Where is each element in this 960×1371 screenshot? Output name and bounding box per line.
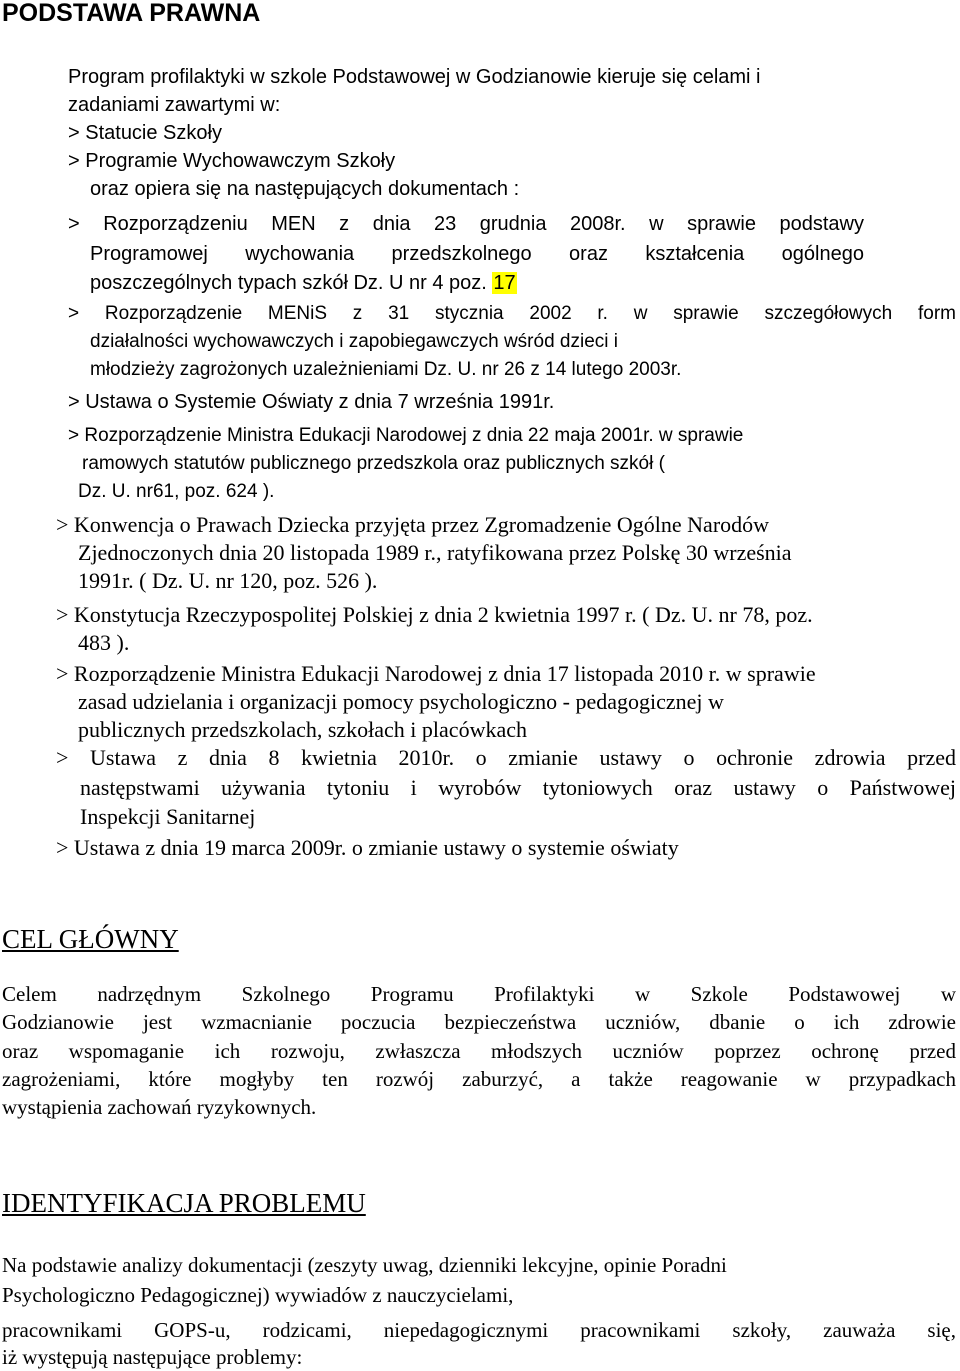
list-item-statut: > Statucie Szkoły <box>68 122 222 144</box>
doc8-line-3: Inspekcji Sanitarnej <box>80 804 256 829</box>
doc7-line-3: publicznych przedszkolach, szkołach i placówkach <box>78 717 527 742</box>
identyfikacja-line-3: pracownikami GOPS-u, rodzicami, niepedagogicznymi pracownikami szkoły, zauważa się, <box>2 1318 956 1342</box>
paragraph-line: wystąpienia zachowań ryzykownych. <box>2 1095 317 1120</box>
doc8-line-2: następstwami używania tytoniu i wyrobów tytoniowych oraz ustawy o Państwowej <box>80 775 956 800</box>
doc6-line-2: 483 ). <box>78 630 130 655</box>
doc3-line-1: > Ustawa o Systemie Oświaty z dnia 7 września 1991r. <box>68 391 555 413</box>
doc5-line-2: Zjednoczonych dnia 20 listopada 1989 r., ratyfikowana przez Polskę 30 września <box>78 540 792 565</box>
doc4-line-2: ramowych statutów publicznego przedszkola oraz publicznych szkół ( <box>82 453 665 474</box>
doc5-line-1: > Konwencja o Prawach Dziecka przyjęta przez Zgromadzenie Ogólne Narodów <box>56 512 770 537</box>
identyfikacja-line-2: Psychologiczno Pedagogicznej) wywiadów z nauczycielami, <box>2 1283 514 1307</box>
doc2-line-1: > Rozporządzenie MENiS z 31 stycznia 2002 r. w sprawie szczegółowych form <box>68 303 956 324</box>
paragraph-line: Godzianowie jest wzmacnianie poczucia bezpieczeństwa uczniów, dbanie o ich zdrowie <box>2 1010 956 1035</box>
cel-glowny-paragraph <box>2 980 956 1121</box>
highlighted-number: 17 <box>493 272 516 294</box>
doc7-line-2: zasad udzielania i organizacji pomocy psychologiczno - pedagogicznej w <box>78 689 724 714</box>
doc8-line-1: > Ustawa z dnia 8 kwietnia 2010r. o zmianie ustawy o ochronie zdrowia przed <box>56 745 956 770</box>
paragraph-line: Celem nadrzędnym Szkolnego Programu Profilaktyki w Szkole Podstawowej w <box>2 982 956 1006</box>
section-title-identyfikacja-problemu: IDENTYFIKACJA PROBLEMU <box>2 1188 366 1218</box>
intro-line-1: Program profilaktyki w szkole Podstawowej w Godzianowie kieruje się celami i <box>68 66 761 88</box>
doc1-line-3-text: poszczególnych typach szkół Dz. U nr 4 poz. <box>90 272 487 294</box>
doc1-line-2: Programowej wychowania przedszkolnego oraz kształcenia ogólnego <box>90 243 864 265</box>
doc4-line-3: Dz. U. nr61, poz. 624 ). <box>78 481 275 502</box>
doc2-line-3: młodzieży zagrożonych uzależnieniami Dz. U. nr 26 z 14 lutego 2003r. <box>90 359 682 380</box>
intro-line-3: oraz opiera się na następujących dokumentach : <box>90 178 520 200</box>
doc7-line-1: > Rozporządzenie Ministra Edukacji Narodowej z dnia 17 listopada 2010 r. w sprawie <box>56 661 816 686</box>
section-title-cel-glowny: CEL GŁÓWNY <box>2 924 179 954</box>
list-item-program: > Programie Wychowawczym Szkoły <box>68 150 396 172</box>
doc2-line-2: działalności wychowawczych i zapobiegawczych wśród dzieci i <box>90 331 619 352</box>
section-title-podstawa-prawna: PODSTAWA PRAWNA <box>2 0 261 27</box>
doc5-line-3: 1991r. ( Dz. U. nr 120, poz. 526 ). <box>78 568 378 593</box>
identyfikacja-line-1: Na podstawie analizy dokumentacji (zeszyty uwag, dzienniki lekcyjne, opinie Poradni <box>2 1253 727 1277</box>
doc6-line-1: > Konstytucja Rzeczypospolitej Polskiej z dnia 2 kwietnia 1997 r. ( Dz. U. nr 78, poz. <box>56 602 813 627</box>
intro-line-2: zadaniami zawartymi w: <box>68 94 281 116</box>
doc1-line-3 <box>90 271 517 295</box>
paragraph-line: zagrożeniami, które mogłyby ten rozwój zaburzyć, a także reagowanie w przypadkach <box>2 1066 956 1091</box>
doc9-line-1: > Ustawa z dnia 19 marca 2009r. o zmianie ustawy o systemie oświaty <box>56 835 679 860</box>
doc1-line-1: > Rozporządzeniu MEN z dnia 23 grudnia 2008r. w sprawie podstawy <box>68 213 864 235</box>
paragraph-line: oraz wspomaganie ich rozwoju, zwłaszcza młodszych uczniów poprzez ochronę przed <box>2 1038 956 1063</box>
doc4-line-1: > Rozporządzenie Ministra Edukacji Narodowej z dnia 22 maja 2001r. w sprawie <box>68 425 744 446</box>
identyfikacja-line-4: iż występują następujące problemy: <box>2 1345 303 1369</box>
